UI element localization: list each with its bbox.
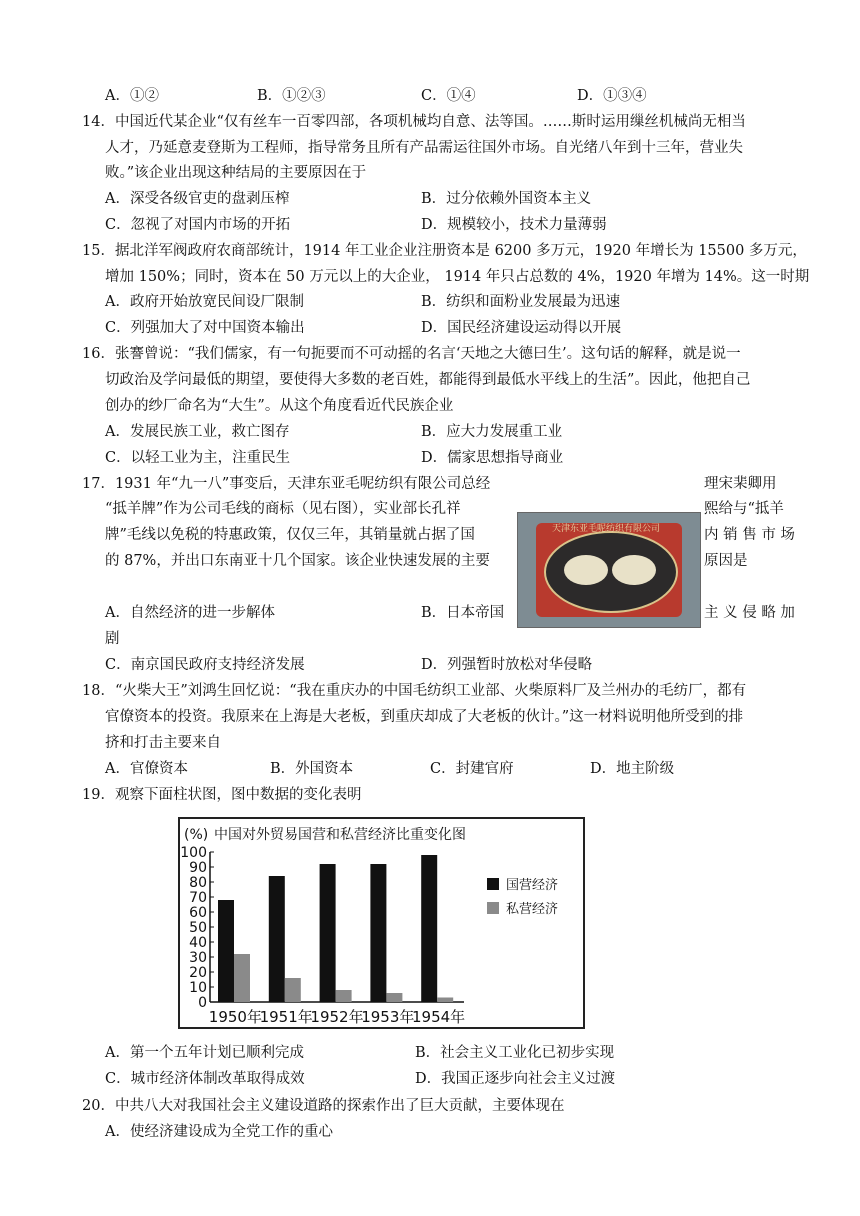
- chart-canvas: [180, 819, 583, 1027]
- q19-option-c: C．城市经济体制改革取得成效: [105, 1071, 305, 1087]
- q16-option-b: B．应大力发展重工业: [421, 424, 563, 440]
- y-tick-label: 100: [180, 845, 207, 861]
- y-tick-label: 80: [189, 875, 207, 891]
- q17-stem-right-1: 理宋棐卿用: [704, 476, 777, 492]
- q14-stem-line-1: 14．中国近代某企业“仅有丝车一百零四部，各项机械均自意、法等国。……斯时运用缫丝机械尚无相当: [82, 114, 746, 130]
- q20-option-a: A．使经济建设成为全党工作的重心: [105, 1124, 333, 1140]
- private-bar-1951年: [285, 978, 301, 1002]
- y-tick-label: 90: [189, 860, 207, 876]
- y-tick-label: 70: [189, 890, 207, 906]
- trademark-label-text: 天津东亚毛呢纺织有限公司: [552, 524, 661, 534]
- private-bar-1954年: [437, 998, 453, 1003]
- x-tick-label: 1953年: [361, 1008, 415, 1026]
- q17-option-b: B．日本帝国: [421, 605, 505, 621]
- private-bar-1950年: [234, 954, 250, 1002]
- q18-option-b: B．外国资本: [270, 761, 354, 777]
- private-bar-1953年: [386, 993, 402, 1002]
- y-tick-label: 50: [189, 920, 207, 936]
- q16-option-a: A．发展民族工业，救亡图存: [105, 424, 290, 440]
- legend-label-1: 私营经济: [506, 902, 559, 917]
- trademark-label-image: [517, 512, 701, 628]
- q18-option-a: A．官僚资本: [105, 761, 188, 777]
- y-tick-label: 20: [189, 965, 207, 981]
- y-tick-label: 30: [189, 950, 207, 966]
- q17-stem-right-3: 内 销 售 市 场: [704, 527, 795, 543]
- q15-stem-line-1: 15．据北洋军阀政府农商部统计，1914 年工业企业注册资本是 6200 多万元，1920 年增长为 15500 多万元，: [82, 243, 807, 259]
- q15-option-c: C．列强加大了对中国资本输出: [105, 320, 305, 336]
- state-bar-1951年: [269, 876, 285, 1002]
- q13-option-b: B．①②③: [257, 88, 326, 104]
- q18-option-d: D．地主阶级: [590, 761, 675, 777]
- q16-option-d: D．儒家思想指导商业: [421, 450, 564, 466]
- q18-stem-line-3: 挤和打击主要来自: [105, 735, 221, 751]
- q17-option-b-wrap: 剧: [105, 631, 120, 647]
- q18-option-c: C．封建官府: [430, 761, 514, 777]
- chart-ylabel: (%): [184, 827, 209, 843]
- q13-option-a: A．①②: [105, 88, 159, 104]
- q17-stem-right-4: 原因是: [704, 553, 748, 569]
- trade-share-bar-chart: [178, 817, 585, 1029]
- q15-option-a: A．政府开始放宽民间设厂限制: [105, 294, 304, 310]
- y-tick-label: 0: [198, 995, 207, 1011]
- q19-stem-line-1: 19．观察下面柱状图，图中数据的变化表明: [82, 787, 362, 803]
- q16-stem-line-1: 16．张謇曾说：“我们儒家，有一句扼要而不可动摇的名言‘天地之大德曰生’。这句话的解释，就是说一: [82, 346, 741, 362]
- q13-option-d: D．①③④: [577, 88, 647, 104]
- legend-swatch-1: [487, 902, 499, 914]
- q14-stem-line-2: 人才，乃延意麦登斯为工程师，指导常务且所有产品需运往国外市场。自光绪八年到十三年，营业失: [105, 140, 743, 156]
- q17-option-c: C．南京国民政府支持经济发展: [105, 657, 305, 673]
- q14-option-d: D．规模较小，技术力量薄弱: [421, 217, 607, 233]
- x-tick-label: 1951年: [259, 1008, 313, 1026]
- q19-option-b: B．社会主义工业化已初步实现: [415, 1045, 615, 1061]
- q17-option-b-cont: 主 义 侵 略 加: [704, 605, 795, 621]
- q14-stem-line-3: 败。”该企业出现这种结局的主要原因在于: [105, 165, 367, 181]
- q14-option-a: A．深受各级官吏的盘剥压榨: [105, 191, 290, 207]
- q19-option-d: D．我国正逐步向社会主义过渡: [415, 1071, 616, 1087]
- x-tick-label: 1952年: [310, 1008, 364, 1026]
- q19-option-a: A．第一个五年计划已顺利完成: [105, 1045, 304, 1061]
- y-tick-label: 60: [189, 905, 207, 921]
- q16-stem-line-3: 创办的纱厂命名为“大生”。从这个角度看近代民族企业: [105, 398, 454, 414]
- y-tick-label: 40: [189, 935, 207, 951]
- q18-stem-line-1: 18．“火柴大王”刘鸿生回忆说：“我在重庆办的中国毛纺织工业部、火柴原料厂及兰州办的毛纺厂，都有: [82, 683, 747, 699]
- q17-stem-line-2: “抵羊牌”作为公司毛线的商标（见右图），实业部长孔祥: [105, 501, 461, 517]
- q16-option-c: C．以轻工业为主，注重民生: [105, 450, 291, 466]
- x-tick-label: 1954年: [412, 1008, 466, 1026]
- q17-stem-line-3: 牌”毛线以免税的特惠政策，仅仅三年，其销量就占据了国: [105, 527, 475, 543]
- q16-stem-line-2: 切政治及学问最低的期望，要使得大多数的老百姓，都能得到最低水平线上的生活”。因此，他把自己: [105, 372, 751, 388]
- q15-stem-line-2: 增加 150%；同时，资本在 50 万元以上的大企业， 1914 年只占总数的 4%，1920 年增为 14%。这一时期: [105, 269, 810, 285]
- state-bar-1950年: [218, 900, 234, 1002]
- legend-swatch-0: [487, 878, 499, 890]
- q20-stem-line-1: 20．中共八大对我国社会主义建设道路的探索作出了巨大贡献，主要体现在: [82, 1098, 565, 1114]
- q18-stem-line-2: 官僚资本的投资。我原来在上海是大老板，到重庆却成了大老板的伙计。”这一材料说明他所受到的排: [105, 709, 744, 725]
- q15-option-b: B．纺织和面粉业发展最为迅速: [421, 294, 621, 310]
- chart-title: 中国对外贸易国营和私营经济比重变化图: [214, 827, 466, 843]
- state-bar-1954年: [421, 855, 437, 1002]
- q17-stem-line-4: 的 87%，并出口东南亚十几个国家。该企业快速发展的主要: [105, 553, 490, 569]
- q15-option-d: D．国民经济建设运动得以开展: [421, 320, 622, 336]
- private-bar-1952年: [336, 990, 352, 1002]
- q14-option-b: B．过分依赖外国资本主义: [421, 191, 592, 207]
- y-tick-label: 10: [189, 980, 207, 996]
- q17-stem-right-2: 熙给与“抵羊: [704, 501, 784, 517]
- legend-label-0: 国营经济: [506, 878, 559, 893]
- q13-option-c: C．①④: [421, 88, 476, 104]
- q14-option-c: C．忽视了对国内市场的开拓: [105, 217, 291, 233]
- state-bar-1953年: [370, 864, 386, 1002]
- state-bar-1952年: [320, 864, 336, 1002]
- q17-stem-line-1: 17．1931 年“九一八”事变后，天津东亚毛呢纺织有限公司总经: [82, 476, 491, 492]
- q17-option-d: D．列强暂时放松对华侵略: [421, 657, 593, 673]
- x-tick-label: 1950年: [208, 1008, 262, 1026]
- q17-option-a: A．自然经济的进一步解体: [105, 605, 275, 621]
